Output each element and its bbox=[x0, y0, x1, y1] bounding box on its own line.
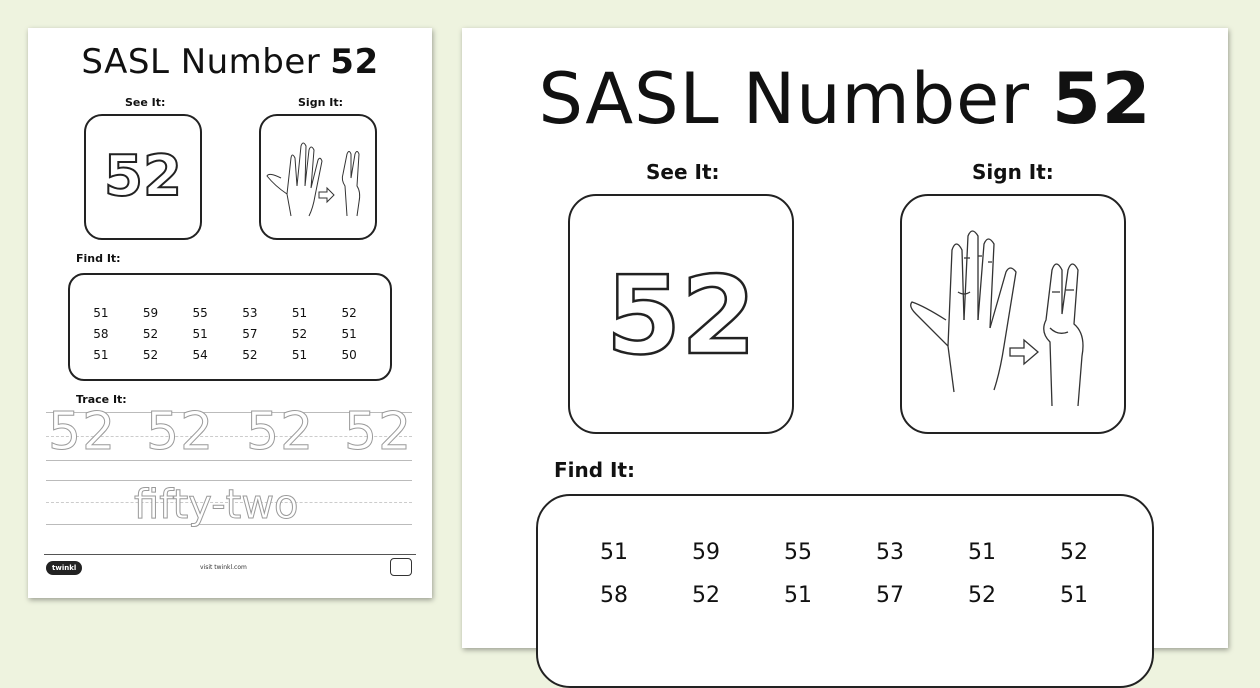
find-it-cell[interactable]: 59 bbox=[692, 540, 720, 565]
find-it-cell[interactable]: 51 bbox=[93, 306, 109, 320]
find-it-cell[interactable]: 51 bbox=[291, 306, 308, 320]
find-it-cell[interactable]: 51 bbox=[341, 327, 357, 341]
find-it-cell[interactable]: 54 bbox=[192, 348, 208, 362]
find-it-cell[interactable]: 51 bbox=[968, 540, 996, 565]
find-it-cell[interactable]: 52 bbox=[1060, 540, 1088, 565]
trace-number[interactable]: 52 bbox=[344, 402, 413, 462]
trace-number[interactable]: 52 bbox=[146, 402, 215, 462]
sign-it-box bbox=[900, 194, 1126, 434]
see-it-label: See It: bbox=[646, 160, 720, 184]
worksheet-zoomed bbox=[462, 28, 1228, 648]
see-it-number: 52 bbox=[104, 144, 182, 209]
find-it-cell[interactable]: 58 bbox=[600, 583, 628, 608]
find-it-cell[interactable]: 55 bbox=[192, 306, 208, 320]
trace-line bbox=[46, 480, 412, 481]
sign-it-label: Sign It: bbox=[298, 96, 343, 109]
trace-word[interactable]: fifty-two bbox=[134, 482, 299, 528]
see-it-label: See It: bbox=[125, 96, 166, 109]
find-it-cell[interactable]: 57 bbox=[876, 583, 904, 608]
twinkl-logo-icon: twinkl bbox=[46, 561, 82, 575]
title-number: 52 bbox=[330, 42, 379, 82]
find-it-cell[interactable]: 51 bbox=[784, 583, 812, 608]
hand-sign-icon bbox=[902, 196, 1124, 432]
find-it-cell[interactable]: 50 bbox=[341, 348, 357, 362]
hand-sign-icon bbox=[261, 116, 375, 238]
title-text: SASL Number bbox=[538, 58, 1031, 140]
find-it-cell[interactable]: 55 bbox=[784, 540, 812, 565]
find-it-cell[interactable]: 53 bbox=[242, 306, 258, 320]
find-it-cell[interactable]: 51 bbox=[291, 348, 308, 362]
find-it-cell[interactable]: 52 bbox=[142, 327, 159, 341]
find-it-grid bbox=[76, 306, 374, 362]
arrow-right-icon bbox=[1010, 340, 1038, 364]
footer-url: visit twinkl.com bbox=[200, 564, 247, 571]
find-it-cell[interactable]: 53 bbox=[876, 540, 904, 565]
find-it-cell[interactable]: 52 bbox=[142, 348, 159, 362]
find-it-cell[interactable]: 52 bbox=[341, 306, 357, 320]
find-it-cell[interactable]: 57 bbox=[242, 327, 258, 341]
worksheet-preview-small bbox=[28, 28, 432, 598]
footer-divider bbox=[44, 554, 416, 555]
find-it-cell[interactable]: 52 bbox=[692, 583, 720, 608]
trace-number[interactable]: 52 bbox=[48, 402, 117, 462]
find-it-label: Find It: bbox=[554, 458, 636, 482]
sign-it-box bbox=[259, 114, 377, 240]
trace-number[interactable]: 52 bbox=[246, 402, 315, 462]
title-number: 52 bbox=[1052, 58, 1152, 140]
sign-it-label: Sign It: bbox=[972, 160, 1054, 184]
find-it-cell[interactable]: 52 bbox=[242, 348, 258, 362]
find-it-cell[interactable]: 52 bbox=[968, 583, 996, 608]
find-it-cell[interactable]: 51 bbox=[192, 327, 208, 341]
find-it-cell[interactable]: 52 bbox=[291, 327, 308, 341]
arrow-right-icon bbox=[319, 188, 334, 202]
find-it-grid bbox=[568, 540, 1120, 608]
title-text: SASL Number bbox=[81, 42, 321, 82]
see-it-box bbox=[568, 194, 794, 434]
see-it-number: 52 bbox=[605, 254, 757, 379]
page-title bbox=[462, 58, 1228, 140]
find-it-cell[interactable]: 59 bbox=[142, 306, 159, 320]
find-it-label: Find It: bbox=[76, 252, 121, 265]
see-it-box bbox=[84, 114, 202, 240]
trace-it-label: Trace It: bbox=[76, 393, 127, 406]
quality-badge-icon bbox=[390, 558, 412, 576]
find-it-cell[interactable]: 58 bbox=[93, 327, 109, 341]
find-it-cell[interactable]: 51 bbox=[600, 540, 628, 565]
page-title bbox=[28, 42, 432, 82]
find-it-cell[interactable]: 51 bbox=[93, 348, 109, 362]
find-it-cell[interactable]: 51 bbox=[1060, 583, 1088, 608]
